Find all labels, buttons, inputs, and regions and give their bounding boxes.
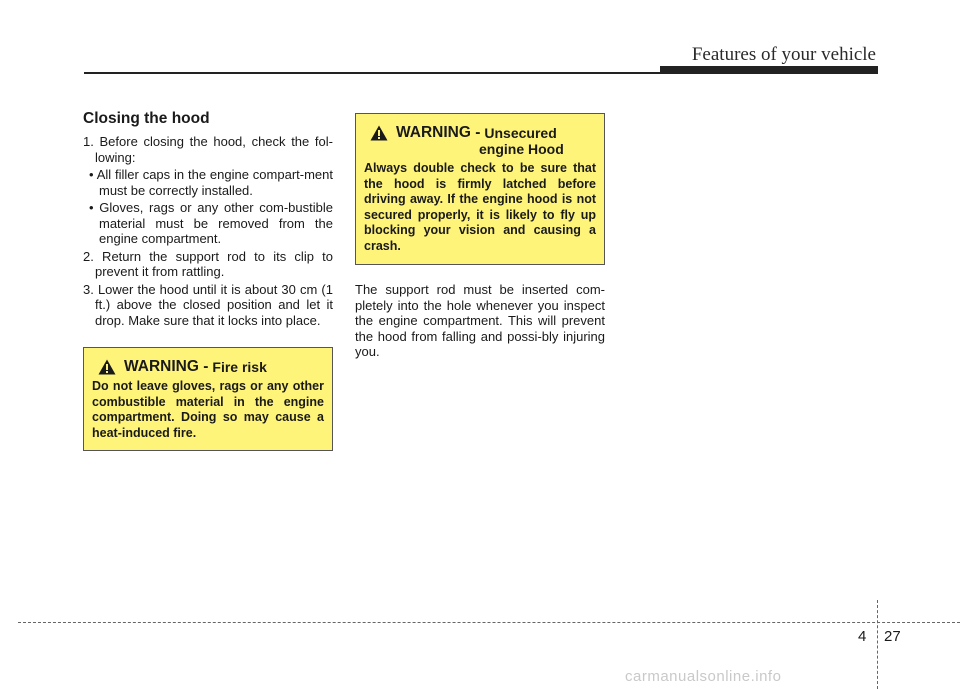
step-3: 3. Lower the hood until it is about 30 cm (1 ft.) above the closed position and let it drop. Make sure that it locks into place. <box>83 281 333 328</box>
warning-text: Do not leave gloves, rags or any other combustible material in the engine compartment. Doing so may cause a heat-induced fire. <box>92 379 324 440</box>
warning-triangle-icon <box>98 359 116 375</box>
watermark: carmanualsonline.info <box>625 668 782 685</box>
bullet-gloves-rags: • Gloves, rags or any other com-bustible material must be removed from the engine compartment. <box>89 200 333 246</box>
footer-divider <box>877 600 878 689</box>
step-1: 1. Before closing the hood, check the fol-lowing: <box>83 134 333 165</box>
warning-triangle-icon <box>370 125 388 141</box>
step-2: 2. Return the support rod to its clip to prevent it from rattling. <box>83 248 333 279</box>
warning-text: Always double check to be sure that the hood is firmly latched before driving away. If the engine hood is not secured properly, it is likely to fly up blocking your vision and causing a crash. <box>364 161 596 253</box>
closing-steps <box>83 134 333 328</box>
warning-box-unsecured-hood <box>355 113 605 265</box>
warning-box-fire-risk <box>83 347 333 451</box>
warning-label: WARNING - <box>124 358 209 375</box>
footer-rule <box>18 622 960 623</box>
warning-label: WARNING - <box>396 124 481 141</box>
warning-topic <box>484 125 556 141</box>
warning-topic: Fire risk <box>212 359 267 375</box>
warning-heading <box>364 124 596 142</box>
header-rule-accent <box>660 66 878 74</box>
chapter-number: 4 <box>858 628 867 645</box>
closing-hood-section <box>83 110 333 330</box>
section-title: Closing the hood <box>83 110 210 127</box>
warning-topic-line2: engine Hood <box>479 141 564 157</box>
warning-heading <box>92 358 324 376</box>
page-number: 27 <box>884 628 901 645</box>
support-rod-paragraph: The support rod must be inserted com-pletely into the hole whenever you inspect the engine compartment. This will prevent the hood from falling and possi-bly injuring you. <box>355 282 605 359</box>
bullet-filler-caps: • All filler caps in the engine compart-ment must be correctly installed. <box>89 167 333 198</box>
warning-topic-line1: Unsecured <box>484 125 557 141</box>
page-header-title: Features of your vehicle <box>691 44 876 65</box>
